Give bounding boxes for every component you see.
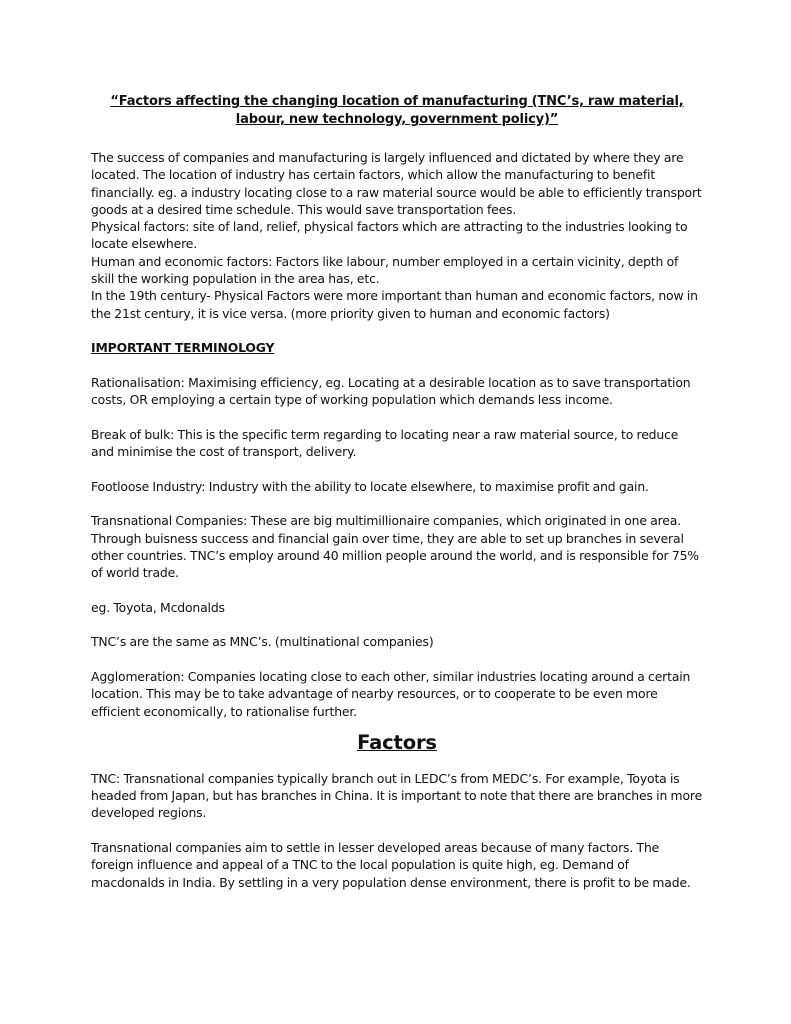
intro-paragraph: Physical factors: site of land, relief, physical factors which are attracting to the industries looking to locate elsewhere. (91, 219, 688, 252)
term-transnational-companies: Transnational Companies: These are big multimillionaire companies, which originated in one area. Through buisness success and financial gain over time, they are able to set up branches in several other countries. TNC’s employ around 40 million people around the world, and is responsible for 75% of world trade. (91, 513, 699, 581)
term-example: eg. Toyota, Mcdonalds (91, 599, 225, 615)
term-agglomeration: Agglomeration: Companies locating close to each other, similar industries locating around a certain location. This may be to take advantage of nearby resources, or to cooperate to be even more efficient economically, to rationalise further. (91, 668, 691, 719)
intro-section (91, 149, 703, 322)
factors-section (91, 770, 703, 891)
document-title: “Factors affecting the changing location of manufacturing (TNC’s, raw material, labour, new technology, government policy)” (110, 94, 684, 127)
document-page (91, 93, 703, 891)
term-mnc-note: TNC’s are the same as MNC’s. (multinational companies) (91, 634, 434, 650)
factors-paragraph: Transnational companies aim to settle in lesser developed areas because of many factors. The foreign influence and appeal of a TNC to the local population is quite high, eg. Demand of macdonalds in India. By settling in a very population dense environment, there is profit to be made. (91, 839, 691, 890)
term-break-of-bulk: Break of bulk: This is the specific term regarding to locating near a raw material source, to reduce and minimise the cost of transport, delivery. (91, 426, 679, 460)
intro-paragraph: The success of companies and manufacturing is largely influenced and dictated by where they are located. The location of industry has certain factors, which allow the manufacturing to benefit financially. eg. a industry locating close to a raw material source would be able to efficiently transport goods at a desired time schedule. This would save transportation fees. (91, 150, 702, 217)
terminology-section (91, 374, 703, 720)
terminology-heading: IMPORTANT TERMINOLOGY (91, 340, 275, 356)
term-rationalisation: Rationalisation: Maximising efficiency, eg. Locating at a desirable location as to save transportation costs, OR employing a certain type of working population which demands less income. (91, 374, 691, 408)
term-footloose-industry: Footloose Industry: Industry with the ability to locate elsewhere, to maximise profit and gain. (91, 478, 649, 494)
intro-paragraph: In the 19th century- Physical Factors were more important than human and economic factors, now in the 21st century, it is vice versa. (more priority given to human and economic factors) (91, 288, 698, 321)
factors-paragraph: TNC: Transnational companies typically branch out in LEDC’s from MEDC’s. For example, Toyota is headed from Japan, but has branches in China. It is important to note that there are branches in more developed regions. (91, 770, 703, 821)
intro-paragraph: Human and economic factors: Factors like labour, number employed in a certain vicinity, depth of skill the working population in the area has, etc. (91, 253, 679, 287)
factors-heading: Factors (357, 730, 437, 754)
